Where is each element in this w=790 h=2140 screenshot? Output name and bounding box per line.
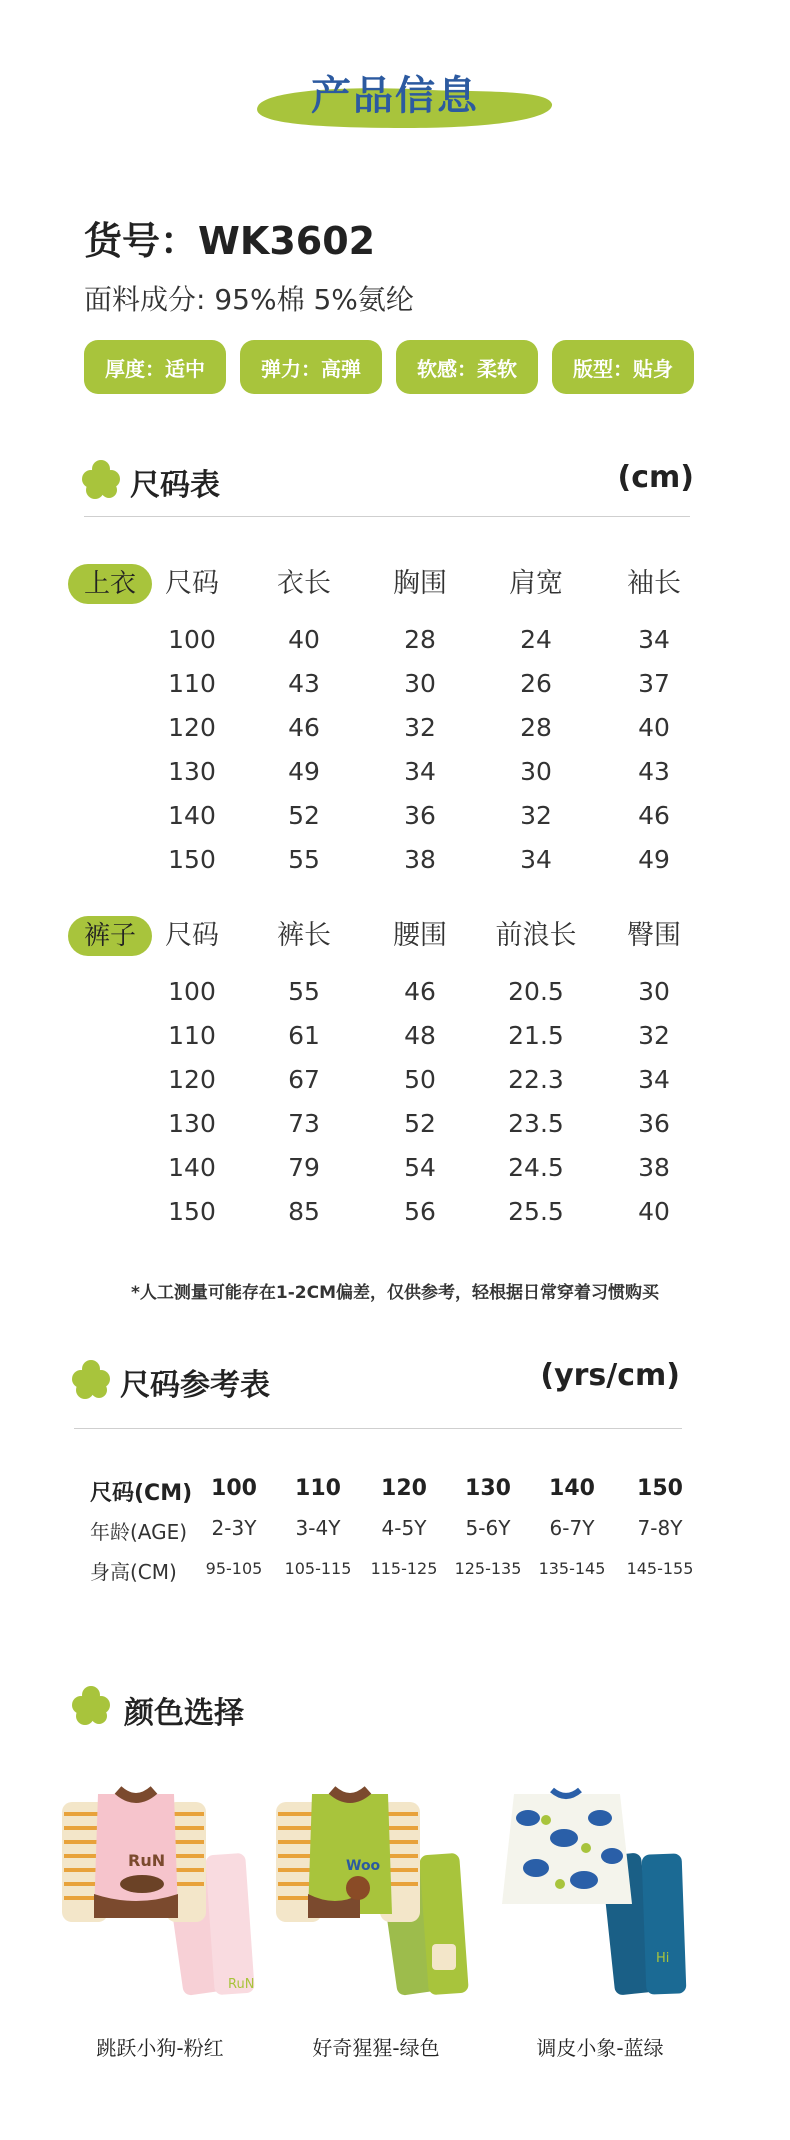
table-cell: 28 [520, 713, 552, 742]
table-cell: 120 [168, 713, 216, 742]
outfit-pink-image[interactable] [62, 1784, 262, 2000]
table-row [0, 970, 790, 1014]
header-cell: 裤长 [277, 920, 331, 951]
table-cell: 40 [638, 1197, 670, 1226]
ref-cell: 145-155 [626, 1559, 694, 1578]
ref-row-label: 尺码(CM) [90, 1481, 193, 1506]
table-cell: 55 [288, 977, 320, 1006]
pants-header-row [0, 914, 790, 958]
size-chart-title: 尺码表 [130, 468, 220, 503]
table-cell: 73 [288, 1109, 320, 1138]
table-cell: 100 [168, 625, 216, 654]
table-cell: 50 [404, 1065, 436, 1094]
table-cell: 25.5 [508, 1197, 564, 1226]
table-cell: 150 [168, 845, 216, 874]
table-cell: 36 [638, 1109, 670, 1138]
colors-title: 颜色选择 [124, 1696, 244, 1731]
ref-cell: 135-145 [538, 1559, 606, 1578]
table-cell: 130 [168, 757, 216, 786]
table-cell: 79 [288, 1153, 320, 1182]
color-caption-pink: 跳跃小狗-粉红 [96, 2036, 224, 2060]
header-cell: 衣长 [277, 568, 331, 599]
size-chart-unit: (cm) [617, 460, 694, 495]
header-cell: 尺码 [165, 568, 219, 599]
table-row [0, 1102, 790, 1146]
table-cell: 49 [288, 757, 320, 786]
table-row [0, 794, 790, 838]
table-cell: 30 [638, 977, 670, 1006]
table-cell: 46 [404, 977, 436, 1006]
color-caption-green: 好奇猩猩-绿色 [312, 2036, 440, 2060]
tag-thickness: 厚度：适中 [84, 340, 226, 394]
table-cell: 40 [638, 713, 670, 742]
table-cell: 36 [404, 801, 436, 830]
table-cell: 37 [638, 669, 670, 698]
table-cell: 32 [520, 801, 552, 830]
size-ref-unit: (yrs/cm) [540, 1358, 680, 1393]
header-cell: 前浪长 [495, 920, 577, 951]
ref-cell: 3-4Y [295, 1516, 341, 1540]
svg-text:Hi: Hi [656, 1951, 670, 1966]
fabric-composition: 面料成分: 95%棉 5%氨纶 [84, 283, 414, 316]
table-cell: 56 [404, 1197, 436, 1226]
table-row [0, 618, 790, 662]
table-cell: 110 [168, 669, 216, 698]
svg-text:RuN: RuN [228, 1977, 255, 1992]
table-cell: 28 [404, 625, 436, 654]
header-cell: 袖长 [627, 568, 681, 599]
tag-fit: 版型：贴身 [552, 340, 694, 394]
table-row [0, 1058, 790, 1102]
table-cell: 30 [520, 757, 552, 786]
table-cell: 54 [404, 1153, 436, 1182]
table-cell: 38 [638, 1153, 670, 1182]
ref-cell: 115-125 [370, 1559, 438, 1578]
ref-row-label: 身高(CM) [90, 1560, 177, 1584]
table-cell: 40 [288, 625, 320, 654]
table-cell: 21.5 [508, 1021, 564, 1050]
table-cell: 61 [288, 1021, 320, 1050]
table-row [0, 662, 790, 706]
table-cell: 49 [638, 845, 670, 874]
tag-elasticity: 弹力：高弹 [240, 340, 382, 394]
table-cell: 34 [638, 1065, 670, 1094]
table-cell: 100 [168, 977, 216, 1006]
table-cell: 32 [404, 713, 436, 742]
measurement-note: *人工测量可能存在1-2CM偏差，仅供参考，轻根据日常穿着习惯购买 [131, 1283, 659, 1303]
top-header-row [0, 562, 790, 606]
header-cell: 臀围 [627, 920, 681, 951]
table-cell: 52 [288, 801, 320, 830]
table-cell: 43 [638, 757, 670, 786]
ref-cell: 105-115 [284, 1559, 352, 1578]
table-cell: 24 [520, 625, 552, 654]
ref-cell: 120 [381, 1476, 427, 1501]
table-cell: 130 [168, 1109, 216, 1138]
table-cell: 32 [638, 1021, 670, 1050]
table-cell: 150 [168, 1197, 216, 1226]
table-cell: 110 [168, 1021, 216, 1050]
table-cell: 30 [404, 669, 436, 698]
table-cell: 34 [638, 625, 670, 654]
table-cell: 67 [288, 1065, 320, 1094]
header-cell: 尺码 [165, 920, 219, 951]
ref-cell: 6-7Y [549, 1516, 595, 1540]
ref-cell: 110 [295, 1476, 341, 1501]
table-row [0, 1146, 790, 1190]
table-row [0, 838, 790, 882]
svg-text:RuN: RuN [128, 1851, 166, 1870]
size-ref-title: 尺码参考表 [120, 1368, 270, 1403]
flower-icon [70, 1358, 112, 1400]
table-row [0, 750, 790, 794]
header-cell: 腰围 [393, 920, 447, 951]
flower-icon [70, 1684, 112, 1726]
table-cell: 140 [168, 801, 216, 830]
table-cell: 140 [168, 1153, 216, 1182]
table-cell: 34 [520, 845, 552, 874]
pants-label-pill: 裤子 [68, 916, 152, 956]
ref-cell: 140 [549, 1476, 595, 1501]
ref-cell: 125-135 [454, 1559, 522, 1578]
flower-icon [80, 458, 122, 500]
ref-cell: 100 [211, 1476, 257, 1501]
outfit-green-image[interactable] [276, 1784, 476, 2000]
top-label-pill: 上衣 [68, 564, 152, 604]
table-row [0, 706, 790, 750]
table-cell: 38 [404, 845, 436, 874]
tag-softness: 软感：柔软 [396, 340, 538, 394]
table-cell: 48 [404, 1021, 436, 1050]
table-cell: 22.3 [508, 1065, 564, 1094]
table-cell: 85 [288, 1197, 320, 1226]
table-cell: 34 [404, 757, 436, 786]
ref-cell: 5-6Y [465, 1516, 511, 1540]
divider [74, 1428, 682, 1429]
table-cell: 120 [168, 1065, 216, 1094]
divider [84, 516, 690, 517]
table-cell: 46 [288, 713, 320, 742]
outfit-blue-image[interactable] [500, 1784, 700, 2000]
page-title: 产品信息 [311, 73, 479, 119]
ref-cell: 95-105 [205, 1559, 263, 1578]
header-cell: 肩宽 [509, 568, 563, 599]
color-caption-blue: 调皮小象-蓝绿 [536, 2036, 664, 2060]
product-sku: 货号：WK3602 [84, 219, 376, 263]
ref-cell: 130 [465, 1476, 511, 1501]
svg-text:Woo: Woo [346, 1858, 381, 1874]
table-row [0, 1190, 790, 1234]
ref-cell: 2-3Y [211, 1516, 257, 1540]
ref-cell: 4-5Y [381, 1516, 427, 1540]
table-cell: 24.5 [508, 1153, 564, 1182]
ref-row-label: 年龄(AGE) [90, 1520, 188, 1544]
attribute-tags [84, 340, 694, 394]
header-cell: 胸围 [393, 568, 447, 599]
table-cell: 52 [404, 1109, 436, 1138]
ref-cell: 150 [637, 1476, 683, 1501]
table-cell: 23.5 [508, 1109, 564, 1138]
table-cell: 46 [638, 801, 670, 830]
table-cell: 26 [520, 669, 552, 698]
table-cell: 55 [288, 845, 320, 874]
table-cell: 43 [288, 669, 320, 698]
table-row [0, 1014, 790, 1058]
table-cell: 20.5 [508, 977, 564, 1006]
ref-cell: 7-8Y [637, 1516, 683, 1540]
